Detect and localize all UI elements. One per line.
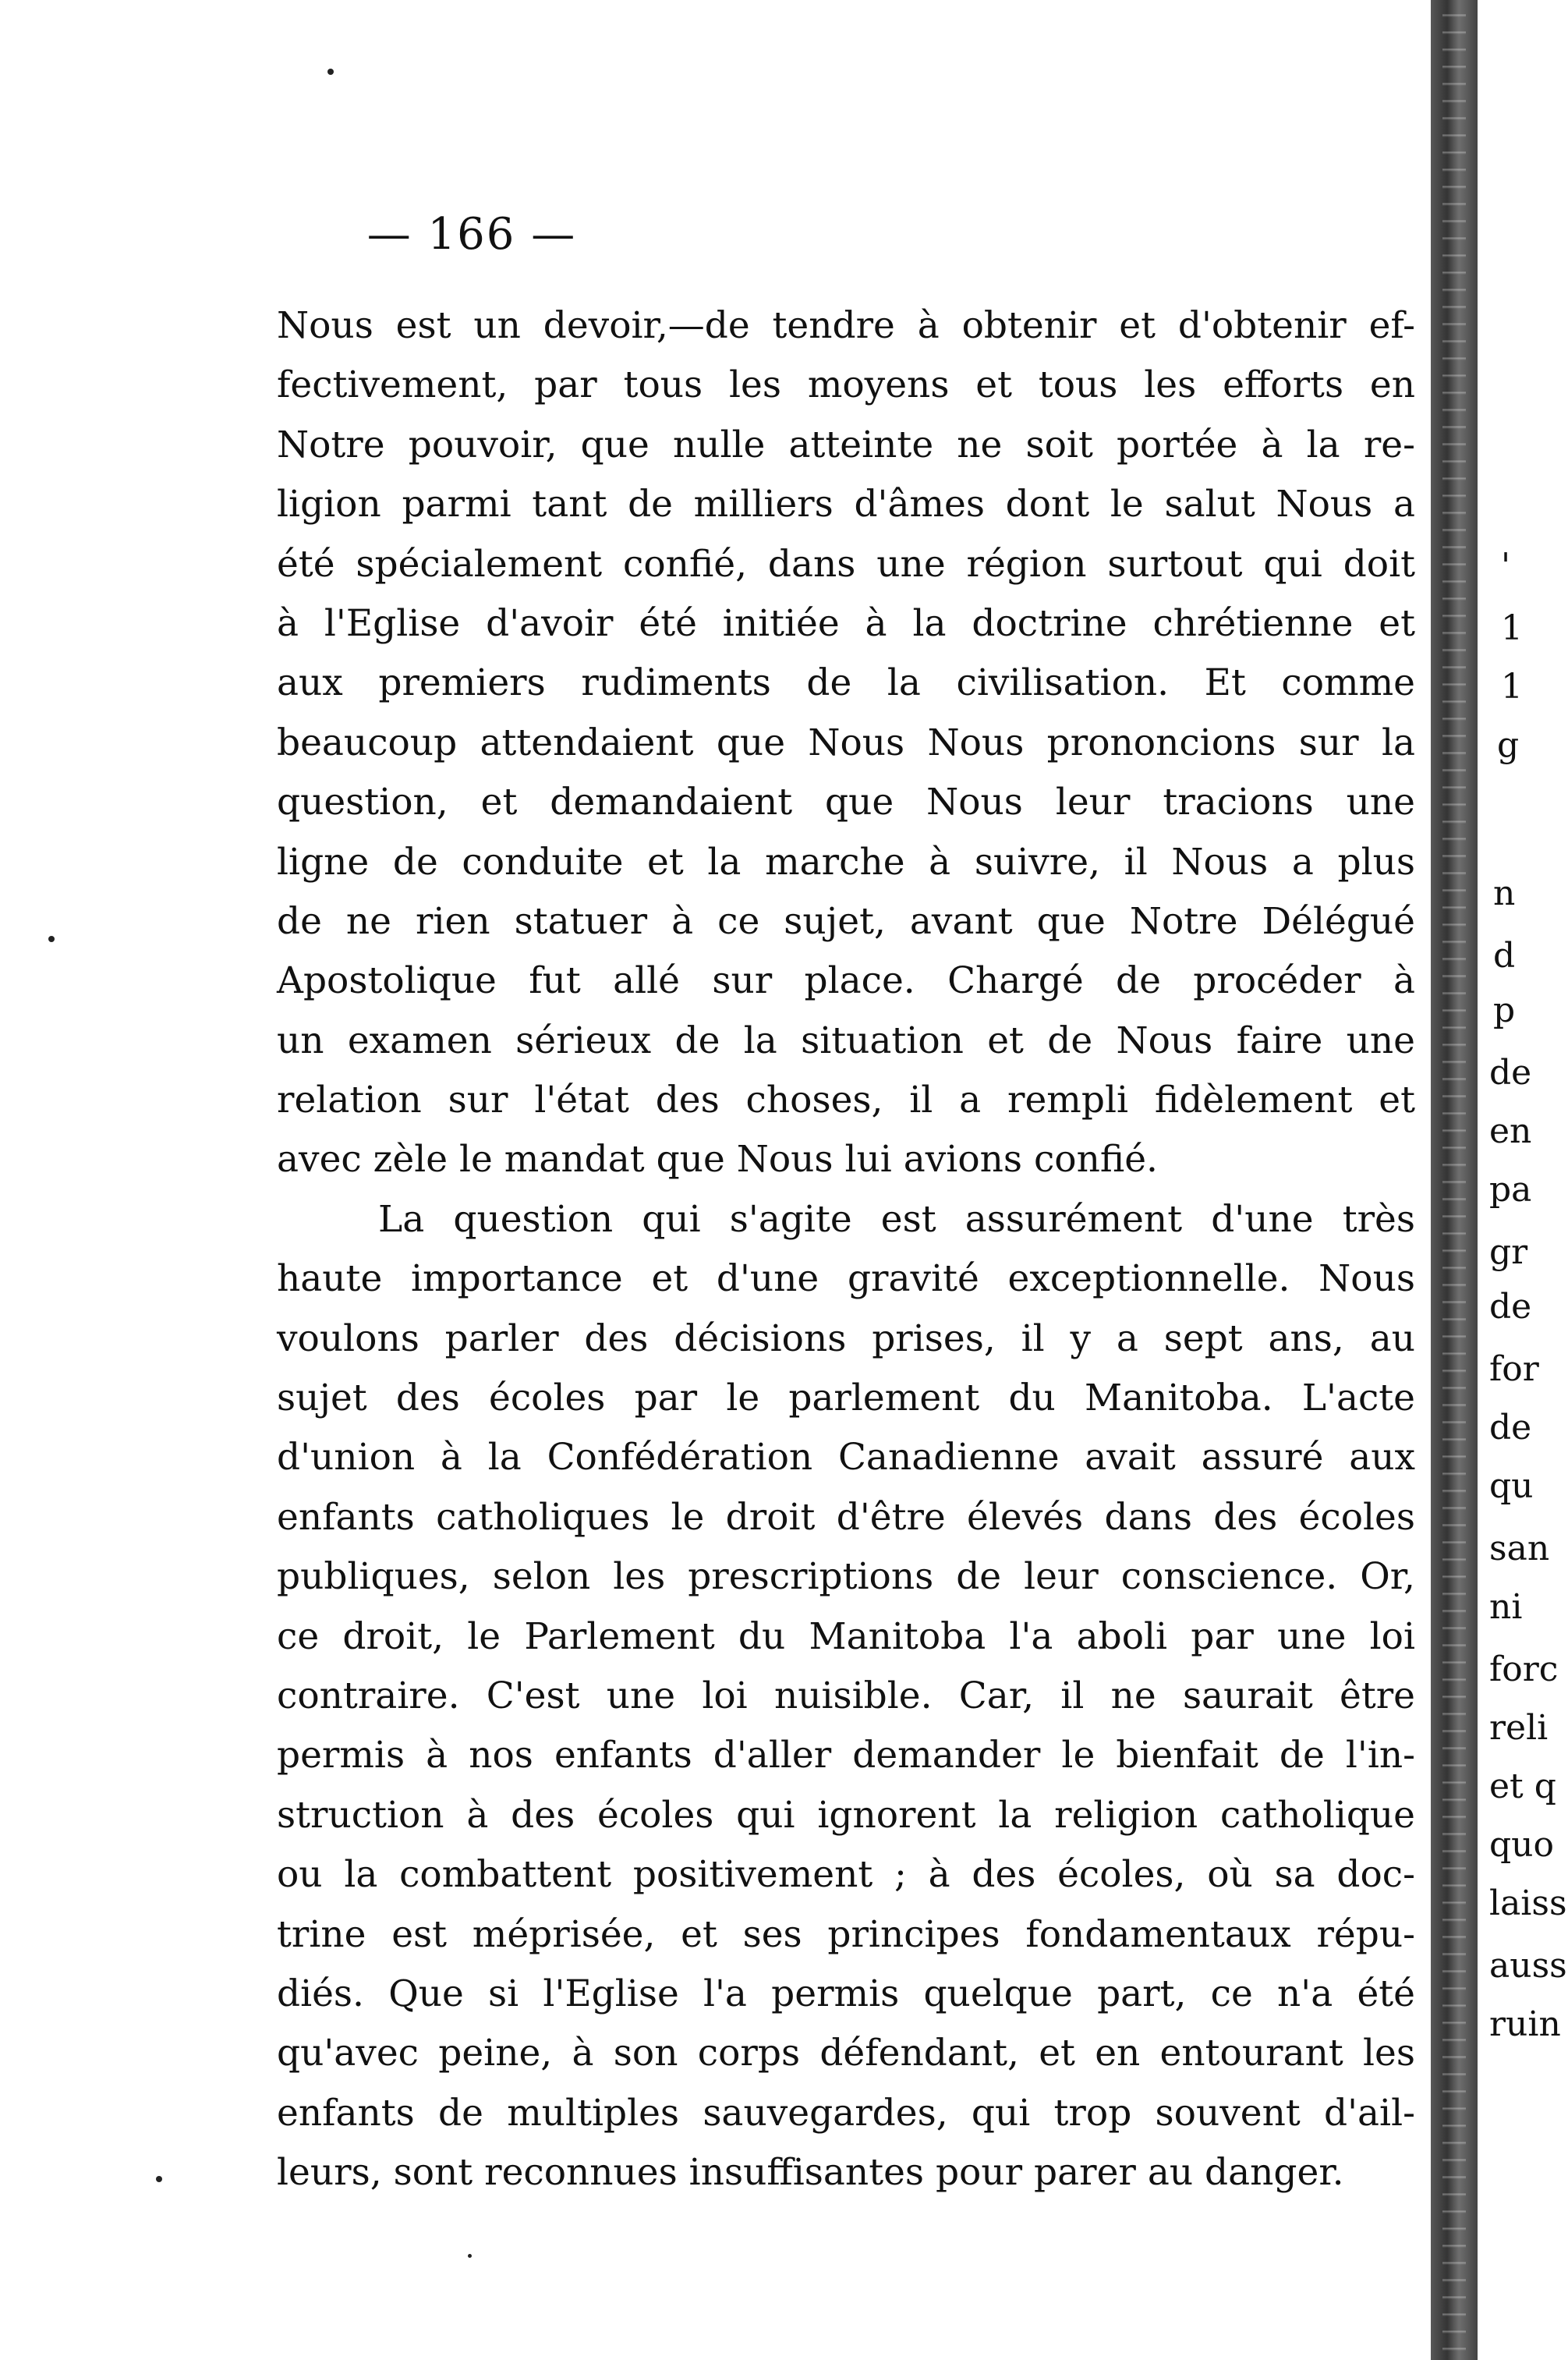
text-line: avec zèle le mandat que Nous lui avions confié. <box>277 1138 1158 1182</box>
text-line: enfants catholiques le droit d'être élevés dans des écoles <box>277 1495 1415 1539</box>
text-line: qu'avec peine, à son corps défendant, et en entourant les <box>277 2032 1415 2075</box>
text-line: leurs, sont reconnues insuffisantes pour parer au danger. <box>277 2151 1344 2195</box>
ink-speck <box>468 2254 472 2258</box>
body-text <box>277 296 1415 2203</box>
facing-page-fragment: qu <box>1489 1466 1534 1506</box>
facing-page-fragment: ' <box>1501 546 1511 586</box>
text-line: été spécialement confié, dans une région surtout qui doit <box>277 542 1415 586</box>
text-line: haute importance et d'une gravité exceptionnelle. Nous <box>277 1257 1415 1301</box>
text-line: relation sur l'état des choses, il a rempli fidèlement et <box>277 1079 1415 1122</box>
facing-page-fragment: quo <box>1489 1825 1554 1865</box>
text-line: ligion parmi tant de milliers d'âmes dont le salut Nous a <box>277 483 1415 526</box>
binding-texture <box>1442 0 1466 2360</box>
ink-speck <box>156 2176 162 2182</box>
text-line: Notre pouvoir, que nulle atteinte ne soit portée à la re- <box>277 423 1415 466</box>
facing-page-fragment: laiss <box>1489 1883 1567 1923</box>
page-number: — 166 — <box>366 209 577 260</box>
facing-page-fragment: auss <box>1489 1946 1567 1986</box>
text-line: à l'Eglise d'avoir été initiée à la doctrine chrétienne et <box>277 601 1415 645</box>
facing-page-fragment: pa <box>1489 1170 1532 1210</box>
text-line: Apostolique fut allé sur place. Chargé de procéder à <box>277 959 1415 1003</box>
text-line: struction à des écoles qui ignorent la religion catholique <box>277 1793 1415 1837</box>
facing-page-fragment: de <box>1489 1408 1532 1448</box>
text-line: fectivement, par tous les moyens et tous les efforts en <box>277 363 1415 407</box>
facing-page-fragment: et q <box>1489 1766 1556 1806</box>
text-line: La question qui s'agite est assurément d'une très <box>378 1197 1415 1241</box>
facing-page-fragment: san <box>1489 1529 1550 1568</box>
facing-page-fragment: n <box>1493 873 1516 913</box>
text-line: beaucoup attendaient que Nous Nous prononcions sur la <box>277 721 1415 764</box>
text-line: Nous est un devoir,—de tendre à obtenir et d'obtenir ef- <box>277 304 1415 347</box>
facing-page-edge <box>1489 0 1568 2360</box>
ink-speck <box>327 69 334 75</box>
facing-page-fragment: ruin <box>1489 2004 1561 2044</box>
facing-page-fragment: de <box>1489 1053 1532 1093</box>
facing-page-fragment: reli <box>1489 1708 1549 1748</box>
text-line: diés. Que si l'Eglise l'a permis quelque part, ce n'a été <box>277 1972 1415 2015</box>
text-line: d'union à la Confédération Canadienne avait assuré aux <box>277 1436 1415 1479</box>
ink-speck <box>48 936 55 942</box>
facing-page-fragment: p <box>1493 990 1516 1030</box>
facing-page-fragment: g <box>1497 725 1520 765</box>
text-line: de ne rien statuer à ce sujet, avant que Notre Délégué <box>277 899 1415 943</box>
text-line: ce droit, le Parlement du Manitoba l'a aboli par une loi <box>277 1614 1415 1658</box>
facing-page-fragment: d <box>1493 936 1516 976</box>
text-line: sujet des écoles par le parlement du Manitoba. L'acte <box>277 1377 1415 1420</box>
facing-page-fragment: 1 <box>1501 608 1523 648</box>
facing-page-fragment: for <box>1489 1349 1539 1389</box>
text-line: contraire. C'est une loi nuisible. Car, il ne saurait être <box>277 1674 1415 1717</box>
facing-page-fragment: gr <box>1489 1232 1528 1272</box>
facing-page-fragment: forc <box>1489 1650 1559 1689</box>
text-line: ligne de conduite et la marche à suivre, il Nous a plus <box>277 840 1415 884</box>
text-line: question, et demandaient que Nous leur tracions une <box>277 781 1415 824</box>
text-line: ou la combattent positivement ; à des écoles, où sa doc- <box>277 1853 1415 1897</box>
text-line: trine est méprisée, et ses principes fondamentaux répu- <box>277 1912 1415 1956</box>
text-line: permis à nos enfants d'aller demander le bienfait de l'in- <box>277 1734 1415 1777</box>
facing-page-fragment: 1 <box>1501 667 1523 707</box>
text-line: aux premiers rudiments de la civilisation. Et comme <box>277 661 1415 705</box>
text-line: un examen sérieux de la situation et de Nous faire une <box>277 1019 1415 1062</box>
facing-page-fragment: ni <box>1489 1587 1523 1627</box>
facing-page-fragment: en <box>1489 1111 1532 1151</box>
text-line: voulons parler des décisions prises, il y a sept ans, au <box>277 1316 1415 1360</box>
facing-page-fragment: de <box>1489 1287 1532 1327</box>
text-line: enfants de multiples sauvegardes, qui trop souvent d'ail- <box>277 2091 1415 2135</box>
text-line: publiques, selon les prescriptions de leur conscience. Or, <box>277 1555 1415 1599</box>
